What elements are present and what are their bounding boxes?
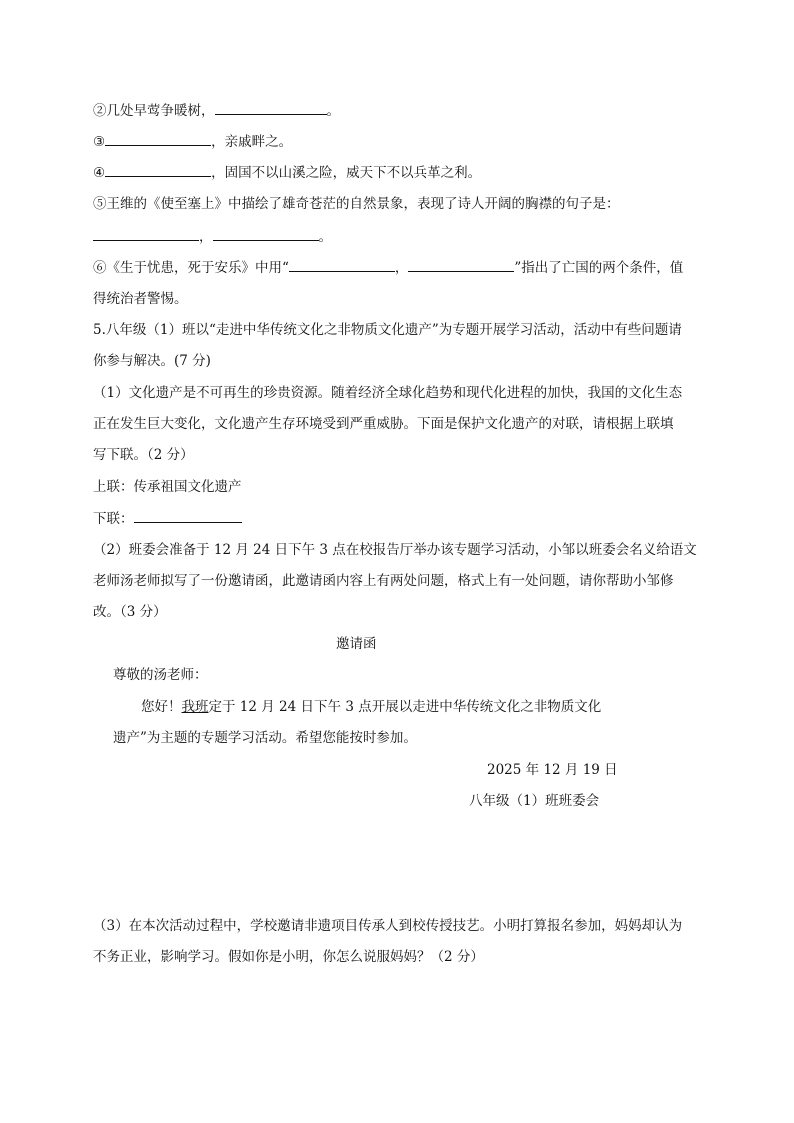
q4-item-4: [93, 162, 481, 183]
letter-signature: 八年级（1）班班委会: [469, 793, 600, 809]
lower-couplet: [93, 508, 242, 529]
answer-blank[interactable]: [105, 162, 211, 177]
letter-body-line1: [141, 697, 601, 717]
underlined-phrase: 我班: [181, 699, 209, 715]
q4-item-3: [93, 131, 292, 152]
letter-date: 2025 年 12 月 19 日: [487, 762, 618, 778]
q4-item-3-suffix: ，亲戚畔之。: [211, 134, 293, 150]
letter-body-line2: 遗产”为主题的专题学习活动。希望您能按时参加。: [113, 730, 417, 746]
answer-blank[interactable]: [105, 131, 211, 146]
answer-blank[interactable]: [408, 257, 514, 272]
upper-couplet: 上联：传承祖国文化遗产: [93, 479, 242, 495]
answer-blank[interactable]: [93, 226, 199, 241]
q4-item-6-line1: [93, 257, 683, 278]
q4-item-4-prefix: ④: [93, 165, 106, 181]
q4-item-5-mid: ，: [199, 229, 213, 245]
q4-item-6-line2: 得统治者警惕。: [93, 291, 188, 307]
q5-p3-line2: 不务正业，影响学习。假如你是小明，你怎么说服妈妈？（2 分）: [93, 949, 484, 965]
lower-couplet-label: 下联：: [93, 511, 134, 527]
q5-stem-line1: 5.八年级（1）班以“走进中华传统文化之非物质文化遗产”为专题开展学习活动，活动中有些问题请: [93, 322, 682, 338]
q4-item-6-pre: ⑥《生于忧患，死于安乐》中用“: [93, 260, 289, 276]
answer-blank[interactable]: [289, 257, 395, 272]
answer-blank[interactable]: [215, 100, 327, 115]
q5-p1-line1: （1）文化遗产是不可再生的珍贵资源。随着经济全球化趋势和现代化进程的加快，我国的文化生态: [93, 385, 683, 401]
q4-item-5-end: 。: [318, 229, 332, 245]
q5-p1-line3: 写下联。（2 分）: [93, 447, 194, 463]
answer-blank[interactable]: [213, 226, 319, 241]
answer-blank[interactable]: [134, 508, 242, 523]
q4-item-2-prefix: ②几处早莺争暖树，: [93, 103, 215, 119]
q4-item-4-suffix: ，固国不以山溪之险，威天下不以兵革之利。: [211, 165, 482, 181]
q4-item-6-mid: ，: [394, 260, 409, 276]
q4-item-6-post: ”指出了亡国的两个条件，值: [514, 260, 684, 276]
q4-item-3-prefix: ③: [93, 134, 106, 150]
q4-item-2-suffix: 。: [326, 103, 340, 119]
q5-stem-line2: 你参与解决。(7 分): [93, 353, 211, 369]
q4-item-5-line1: ⑤王维的《使至塞上》中描绘了雄奇苍茫的自然景象，表现了诗人开阔的胸襟的句子是：: [93, 196, 620, 212]
q5-p2-line2: 老师汤老师拟写了一份邀请函，此邀请函内容上有两处问题，格式上有一处问题，请你帮助小邹修: [93, 573, 674, 589]
q5-p1-line2: 正在发生巨大变化，文化遗产生存环境受到严重威胁。下面是保护文化遗产的对联，请根据上联填: [93, 416, 674, 432]
q5-p2-line3: 改。（3 分）: [93, 604, 167, 620]
letter-salutation: 尊敬的汤老师：: [113, 667, 208, 683]
letter-body-text: 定于 12 月 24 日下午 3 点开展以走进中华传统文化之非物质文化: [208, 699, 602, 715]
q5-p3-line1: （3）在本次活动过程中，学校邀请非遗项目传承人到校传授技艺。小明打算报名参加，妈妈却认为: [93, 918, 683, 934]
q4-item-5-line2: [93, 226, 332, 247]
q5-p2-line1: （2）班委会准备于 12 月 24 日下午 3 点在校报告厅举办该专题学习活动，小邹以班委会名义给语文: [93, 542, 697, 558]
letter-title: 邀请函: [336, 636, 377, 652]
q4-item-2: [93, 100, 340, 121]
letter-greeting: 您好！: [141, 699, 182, 715]
